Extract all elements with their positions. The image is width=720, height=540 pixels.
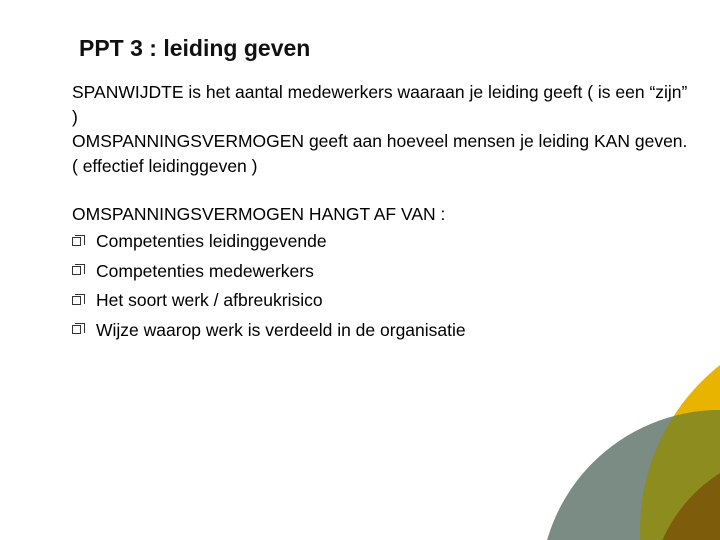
term-omspanningsvermogen: OMSPANNINGSVERMOGEN (72, 131, 305, 151)
definition-omspanningsvermogen: geeft aan hoeveel mensen je leiding KAN geven. ( effectief leidinggeven ) (72, 131, 688, 176)
list-item-label: Competenties medewerkers (96, 260, 314, 281)
list-item-label: Het soort werk / afbreukrisico (96, 290, 323, 310)
list-item-label: Wijze waarop werk is verdeeld in de organisatie (96, 319, 466, 340)
definition-spanwijdte: is het aantal medewerkers waaraan je leiding geeft ( is een “zijn” ) (72, 82, 688, 127)
term-spanwijdte: SPANWIJDTE (72, 82, 184, 102)
slide-title: PPT 3 : leiding geven (79, 35, 311, 61)
list-item-label: Competenties leidinggevende (96, 231, 327, 251)
list-heading: OMSPANNINGSVERMOGEN HANGT AF VAN : (72, 204, 446, 224)
